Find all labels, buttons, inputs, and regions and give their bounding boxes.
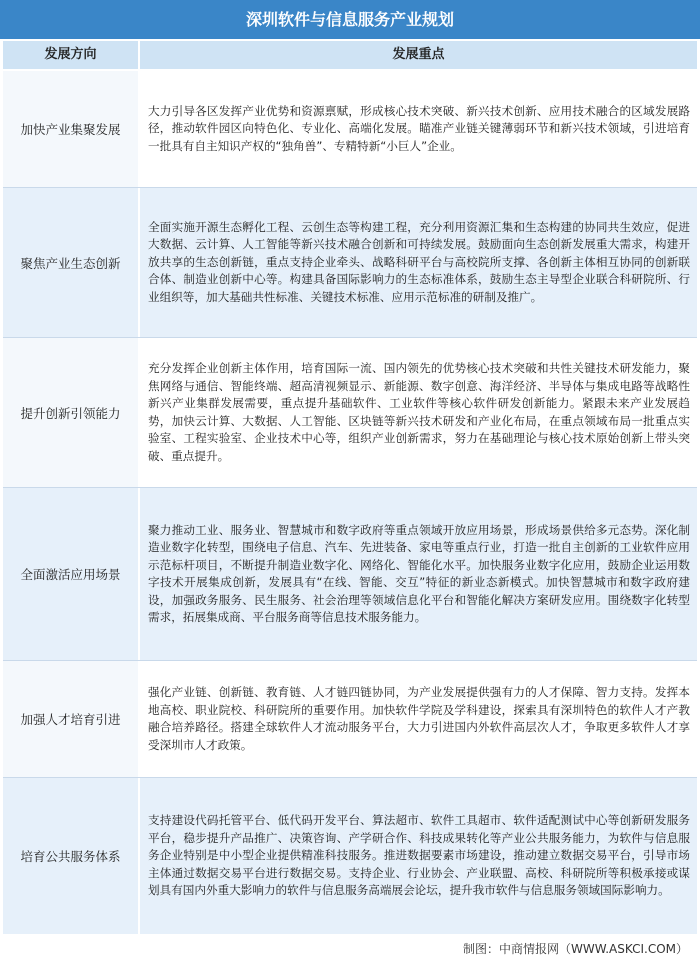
focus-text: 强化产业链、创新链、教育链、人才链四链协同，为产业发展提供强有力的人才保障、智力支持。发挥本地高校、职业院校、科研院所的重要作用。加快软件学院及学科建设，探索具有深圳特色的软件人才产教融合培养路径。搭建全球软件人才流动服务平台，大力引进国内外软件高层次人才，争取更多软件人才享受深圳市人才政策。 bbox=[148, 685, 690, 752]
direction-cell: 加快产业集聚发展 bbox=[3, 71, 138, 187]
focus-cell bbox=[140, 488, 697, 660]
table-row bbox=[3, 488, 697, 660]
direction-cell: 培育公共服务体系 bbox=[3, 778, 138, 934]
direction-cell: 全面激活应用场景 bbox=[3, 488, 138, 660]
column-header-direction: 发展方向 bbox=[3, 41, 138, 69]
direction-cell: 聚焦产业生态创新 bbox=[3, 188, 138, 337]
focus-text: 聚力推动工业、服务业、智慧城市和数字政府等重点领域开放应用场景，形成场景供给多元态势。深化制造业数字化转型，围绕电子信息、汽车、先进装备、家电等重点行业，打造一批自主创新的工业软件应用示范标杆项目，不断提升制造业数字化、网络化、智能化水平。加快服务业数字化应用，鼓励企业运用数字技术开展集成创新，发展具有“在线、智能、交互”特征的新业态新模式。加快智慧城市和数字政府建设，加强政务服务、民生服务、社会治理等领域信息化平台和智能化解决方案研发应用。围绕数字化转型需求，拓展集成商、平台服务商等信息技术服务能力。 bbox=[148, 522, 690, 624]
source-credit: 制图：中商情报网（WWW.ASKCI.COM） bbox=[463, 942, 688, 956]
focus-text: 支持建设代码托管平台、低代码开发平台、算法超市、软件工具超市、软件适配测试中心等创新研发服务平台，稳步提升产品推广、决策咨询、产学研合作、科技成果转化等产业公共服务能力，为软件与信息服务企业特别是中小型企业提供精准科技服务。推进数据要素市场建设，推动建立数据交易平台，引导市场主体通过数据交易平台进行数据交易。支持企业、行业协会、产业联盟、高校、科研院所等积极承接或谋划具有国内外重大影响力的软件与信息服务高端展会论坛，提升我市软件与信息服务领域国际影响力。 bbox=[148, 813, 690, 898]
table-row bbox=[3, 71, 697, 187]
focus-cell bbox=[140, 661, 697, 777]
focus-text: 全面实施开源生态孵化工程、云创生态等构建工程，充分利用资源汇集和生态构建的协同共生效应，促进大数据、云计算、人工智能等新兴技术融合创新和可持续发展。鼓励面向生态创新发展重大需求，构建开放共享的生态创新链，重点支持企业牵头、战略科研平台与高校院所支撑、各创新主体相互协同的创新联合体、制造业创新中心等。构建具备国际影响力的生态标准体系，鼓励生态主导型企业联合科研院所、行业组织等，加大基础共性标准、关键技术标准、应用示范标准的研制及推广。 bbox=[148, 219, 690, 304]
focus-cell bbox=[140, 188, 697, 337]
table-row bbox=[3, 188, 697, 337]
focus-cell bbox=[140, 338, 697, 487]
column-header-focus: 发展重点 bbox=[140, 41, 697, 69]
focus-text: 大力引导各区发挥产业优势和资源禀赋，形成核心技术突破、新兴技术创新、应用技术融合的区域发展路径，推动软件园区向特色化、专业化、高端化发展。瞄准产业链关键薄弱环节和新兴技术领域，引进培育一批具有自主知识产权的“独角兽”、专精特新“小巨人”企业。 bbox=[148, 103, 690, 153]
direction-cell: 提升创新引领能力 bbox=[3, 338, 138, 487]
table-row bbox=[3, 338, 697, 487]
focus-text: 充分发挥企业创新主体作用，培育国际一流、国内领先的优势核心技术突破和共性关键技术研发能力，聚焦网络与通信、智能终端、超高清视频显示、新能源、数字创意、海洋经济、半导体与集成电路等战略性新兴产业集群发展需要，重点提升基础软件、工业软件等核心软件研发创新能力。紧跟未来产业发展趋势，加快云计算、大数据、人工智能、区块链等新兴技术研发和产业化布局，在重点领域布局一批重点实验室、工程实验室、企业技术中心等，组织产业创新需求，努力在基础理论与核心技术原始创新上带头突破、重点提升。 bbox=[148, 361, 690, 463]
page-title: 深圳软件与信息服务产业规划 bbox=[0, 0, 700, 39]
direction-cell: 加强人才培育引进 bbox=[3, 661, 138, 777]
focus-cell bbox=[140, 71, 697, 187]
table-row bbox=[3, 661, 697, 777]
table-row bbox=[3, 778, 697, 934]
focus-cell bbox=[140, 778, 697, 934]
